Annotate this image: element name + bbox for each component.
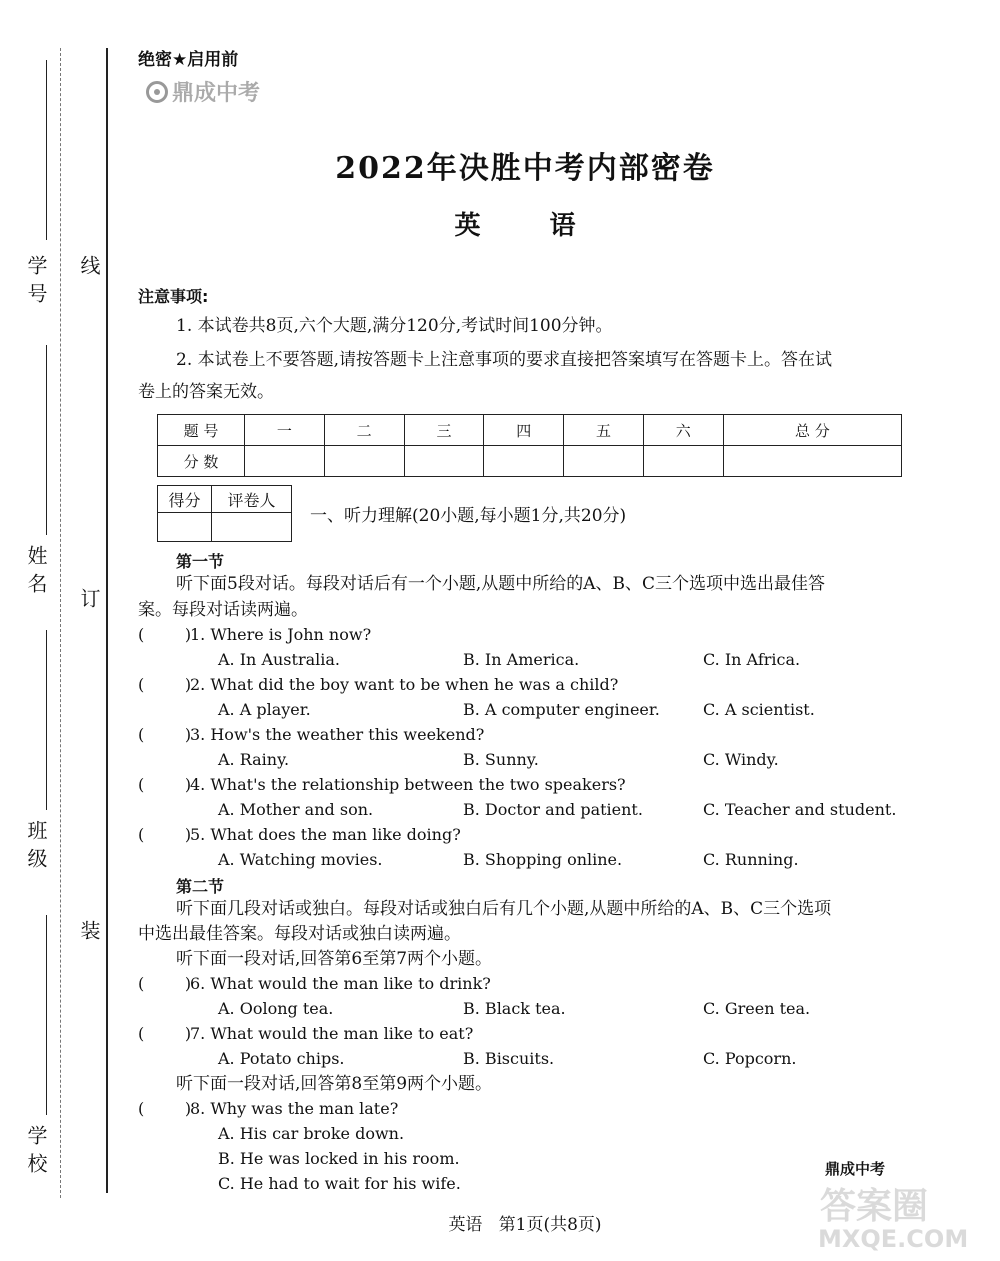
option-b[interactable]: B. Doctor and patient. (463, 800, 643, 819)
question-stem: 8. Why was the man late? (190, 1099, 399, 1118)
question-8 (138, 1096, 938, 1121)
answer-paren[interactable]: ( ) (138, 675, 192, 694)
part1-title: 第一节 (176, 552, 225, 571)
option-c[interactable]: C. Teacher and student. (703, 800, 897, 819)
grader-box (157, 485, 292, 542)
notes-item-2b: 卷上的答案无效。 (138, 382, 274, 402)
exam-title: 2022年决胜中考内部密卷 (335, 151, 715, 186)
option-a[interactable]: A. In Australia. (218, 650, 340, 669)
answer-paren[interactable]: ( ) (138, 825, 192, 844)
option-a[interactable]: A. A player. (218, 700, 311, 719)
score-table-score-row (158, 446, 902, 477)
option-a[interactable]: A. Potato chips. (218, 1049, 345, 1068)
watermark-text: 答案圈 (820, 1186, 929, 1227)
question-options (138, 697, 938, 722)
notes-heading: 注意事项: (138, 287, 209, 306)
confidential-label: 绝密★启用前 (138, 50, 239, 70)
option-b[interactable]: B. Black tea. (463, 999, 566, 1018)
score-table-row-label: 题 号 (158, 415, 245, 446)
question-stem: 1. Where is John now? (190, 625, 372, 644)
staple-marker: 装 (75, 920, 104, 948)
score-cell[interactable] (404, 446, 484, 477)
bind-marker: 订 (75, 588, 104, 616)
grader-name-label: 评卷人 (211, 486, 291, 513)
part2-instruction-a: 听下面几段对话或独白。每段对话或独白后有几个小题,从题中所给的A、B、C三个选项 (176, 899, 832, 919)
grader-score-label: 得分 (158, 486, 212, 513)
score-table-col: 总 分 (723, 415, 901, 446)
option-a[interactable]: A. Watching movies. (218, 850, 383, 869)
subject-title: 英 语 (454, 211, 606, 241)
question-options-stacked (138, 1121, 938, 1196)
grader-score-cell[interactable] (158, 513, 212, 542)
school-label: 学校 (24, 1125, 48, 1181)
logo-text: 鼎成中考 (172, 81, 261, 106)
option-b[interactable]: B. He was locked in his room. (218, 1149, 460, 1168)
school-blank[interactable] (46, 915, 47, 1115)
option-b[interactable]: B. Biscuits. (463, 1049, 555, 1068)
option-c[interactable]: C. Green tea. (703, 999, 811, 1018)
question-options (138, 1046, 938, 1071)
part2-title: 第二节 (176, 877, 225, 896)
part2-instruction-b: 中选出最佳答案。每段对话或独白读两遍。 (138, 924, 461, 944)
option-c[interactable]: C. Windy. (703, 750, 779, 769)
logo (146, 76, 260, 107)
option-c[interactable]: C. He had to wait for his wife. (218, 1174, 461, 1193)
question-options (138, 747, 938, 772)
score-table-col: 二 (324, 415, 404, 446)
score-table-col: 六 (643, 415, 723, 446)
name-blank[interactable] (46, 345, 47, 535)
question-options (138, 847, 938, 872)
group2-instruction: 听下面一段对话,回答第8至第9两个小题。 (176, 1074, 493, 1094)
score-cell[interactable] (564, 446, 644, 477)
option-c[interactable]: C. In Africa. (703, 650, 801, 669)
question-options (138, 647, 938, 672)
part1-instruction-b: 案。每段对话读两遍。 (138, 600, 308, 620)
footer-brand-text: 鼎成中考 (825, 1160, 886, 1178)
question-list-group1 (138, 971, 938, 1071)
score-table (157, 414, 902, 477)
question-3 (138, 722, 938, 747)
part1-instruction-a: 听下面5段对话。每段对话后有一个小题,从题中所给的A、B、C三个选项中选出最佳答 (176, 574, 825, 594)
option-a[interactable]: A. Rainy. (218, 750, 290, 769)
answer-paren[interactable]: ( ) (138, 625, 192, 644)
question-stem: 2. What did the boy want to be when he was a child? (190, 675, 619, 694)
answer-paren[interactable]: ( ) (138, 974, 192, 993)
option-a[interactable]: A. His car broke down. (218, 1124, 405, 1143)
section1-title: 一、听力理解(20小题,每小题1分,共20分) (310, 506, 627, 526)
student-id-label: 学号 (24, 255, 48, 311)
question-stem: 5. What does the man like doing? (190, 825, 461, 844)
question-stem: 7. What would the man like to eat? (190, 1024, 474, 1043)
question-4 (138, 772, 938, 797)
question-options (138, 797, 938, 822)
question-stem: 4. What's the relationship between the two speakers? (190, 775, 626, 794)
score-table-col: 五 (564, 415, 644, 446)
question-options (138, 996, 938, 1021)
group1-instruction: 听下面一段对话,回答第6至第7两个小题。 (176, 949, 493, 969)
score-table-row-label: 分 数 (158, 446, 245, 477)
score-cell[interactable] (324, 446, 404, 477)
class-blank[interactable] (46, 630, 47, 810)
name-label: 姓名 (24, 545, 48, 601)
score-table-col: 四 (484, 415, 564, 446)
score-table-col: 三 (404, 415, 484, 446)
option-a[interactable]: A. Mother and son. (218, 800, 374, 819)
score-cell[interactable] (723, 446, 901, 477)
question-list-group2 (138, 1096, 938, 1196)
question-6 (138, 971, 938, 996)
option-b[interactable]: B. A computer engineer. (463, 700, 660, 719)
question-list-part1 (138, 622, 938, 872)
answer-paren[interactable]: ( ) (138, 1099, 192, 1118)
score-cell[interactable] (643, 446, 723, 477)
logo-mark-icon (146, 81, 168, 103)
grader-name-cell[interactable] (211, 513, 291, 542)
watermark-url: MXQE.COM (818, 1225, 969, 1253)
question-stem: 3. How's the weather this weekend? (190, 725, 485, 744)
question-1 (138, 622, 938, 647)
question-5 (138, 822, 938, 847)
footer-brand (825, 1158, 885, 1179)
class-label: 班级 (24, 820, 48, 876)
option-c[interactable]: C. Running. (703, 850, 799, 869)
answer-paren[interactable]: ( ) (138, 1024, 192, 1043)
option-a[interactable]: A. Oolong tea. (218, 999, 334, 1018)
cut-line-marker: 线 (75, 255, 104, 283)
score-cell[interactable] (484, 446, 564, 477)
answer-paren[interactable]: ( ) (138, 775, 192, 794)
option-b[interactable]: B. In America. (463, 650, 580, 669)
option-c[interactable]: C. Popcorn. (703, 1049, 797, 1068)
question-7 (138, 1021, 938, 1046)
page-number: 英语 第1页(共8页) (448, 1215, 602, 1235)
score-table-header-row (158, 415, 902, 446)
score-cell[interactable] (245, 446, 325, 477)
question-2 (138, 672, 938, 697)
option-c[interactable]: C. A scientist. (703, 700, 815, 719)
option-b[interactable]: B. Shopping online. (463, 850, 623, 869)
answer-paren[interactable]: ( ) (138, 725, 192, 744)
score-table-col: 一 (245, 415, 325, 446)
option-b[interactable]: B. Sunny. (463, 750, 539, 769)
notes-item-2a: 2. 本试卷上不要答题,请按答题卡上注意事项的要求直接把答案填写在答题卡上。答在试 (176, 350, 833, 370)
question-stem: 6. What would the man like to drink? (190, 974, 491, 993)
notes-item-1: 1. 本试卷共8页,六个大题,满分120分,考试时间100分钟。 (176, 316, 613, 336)
